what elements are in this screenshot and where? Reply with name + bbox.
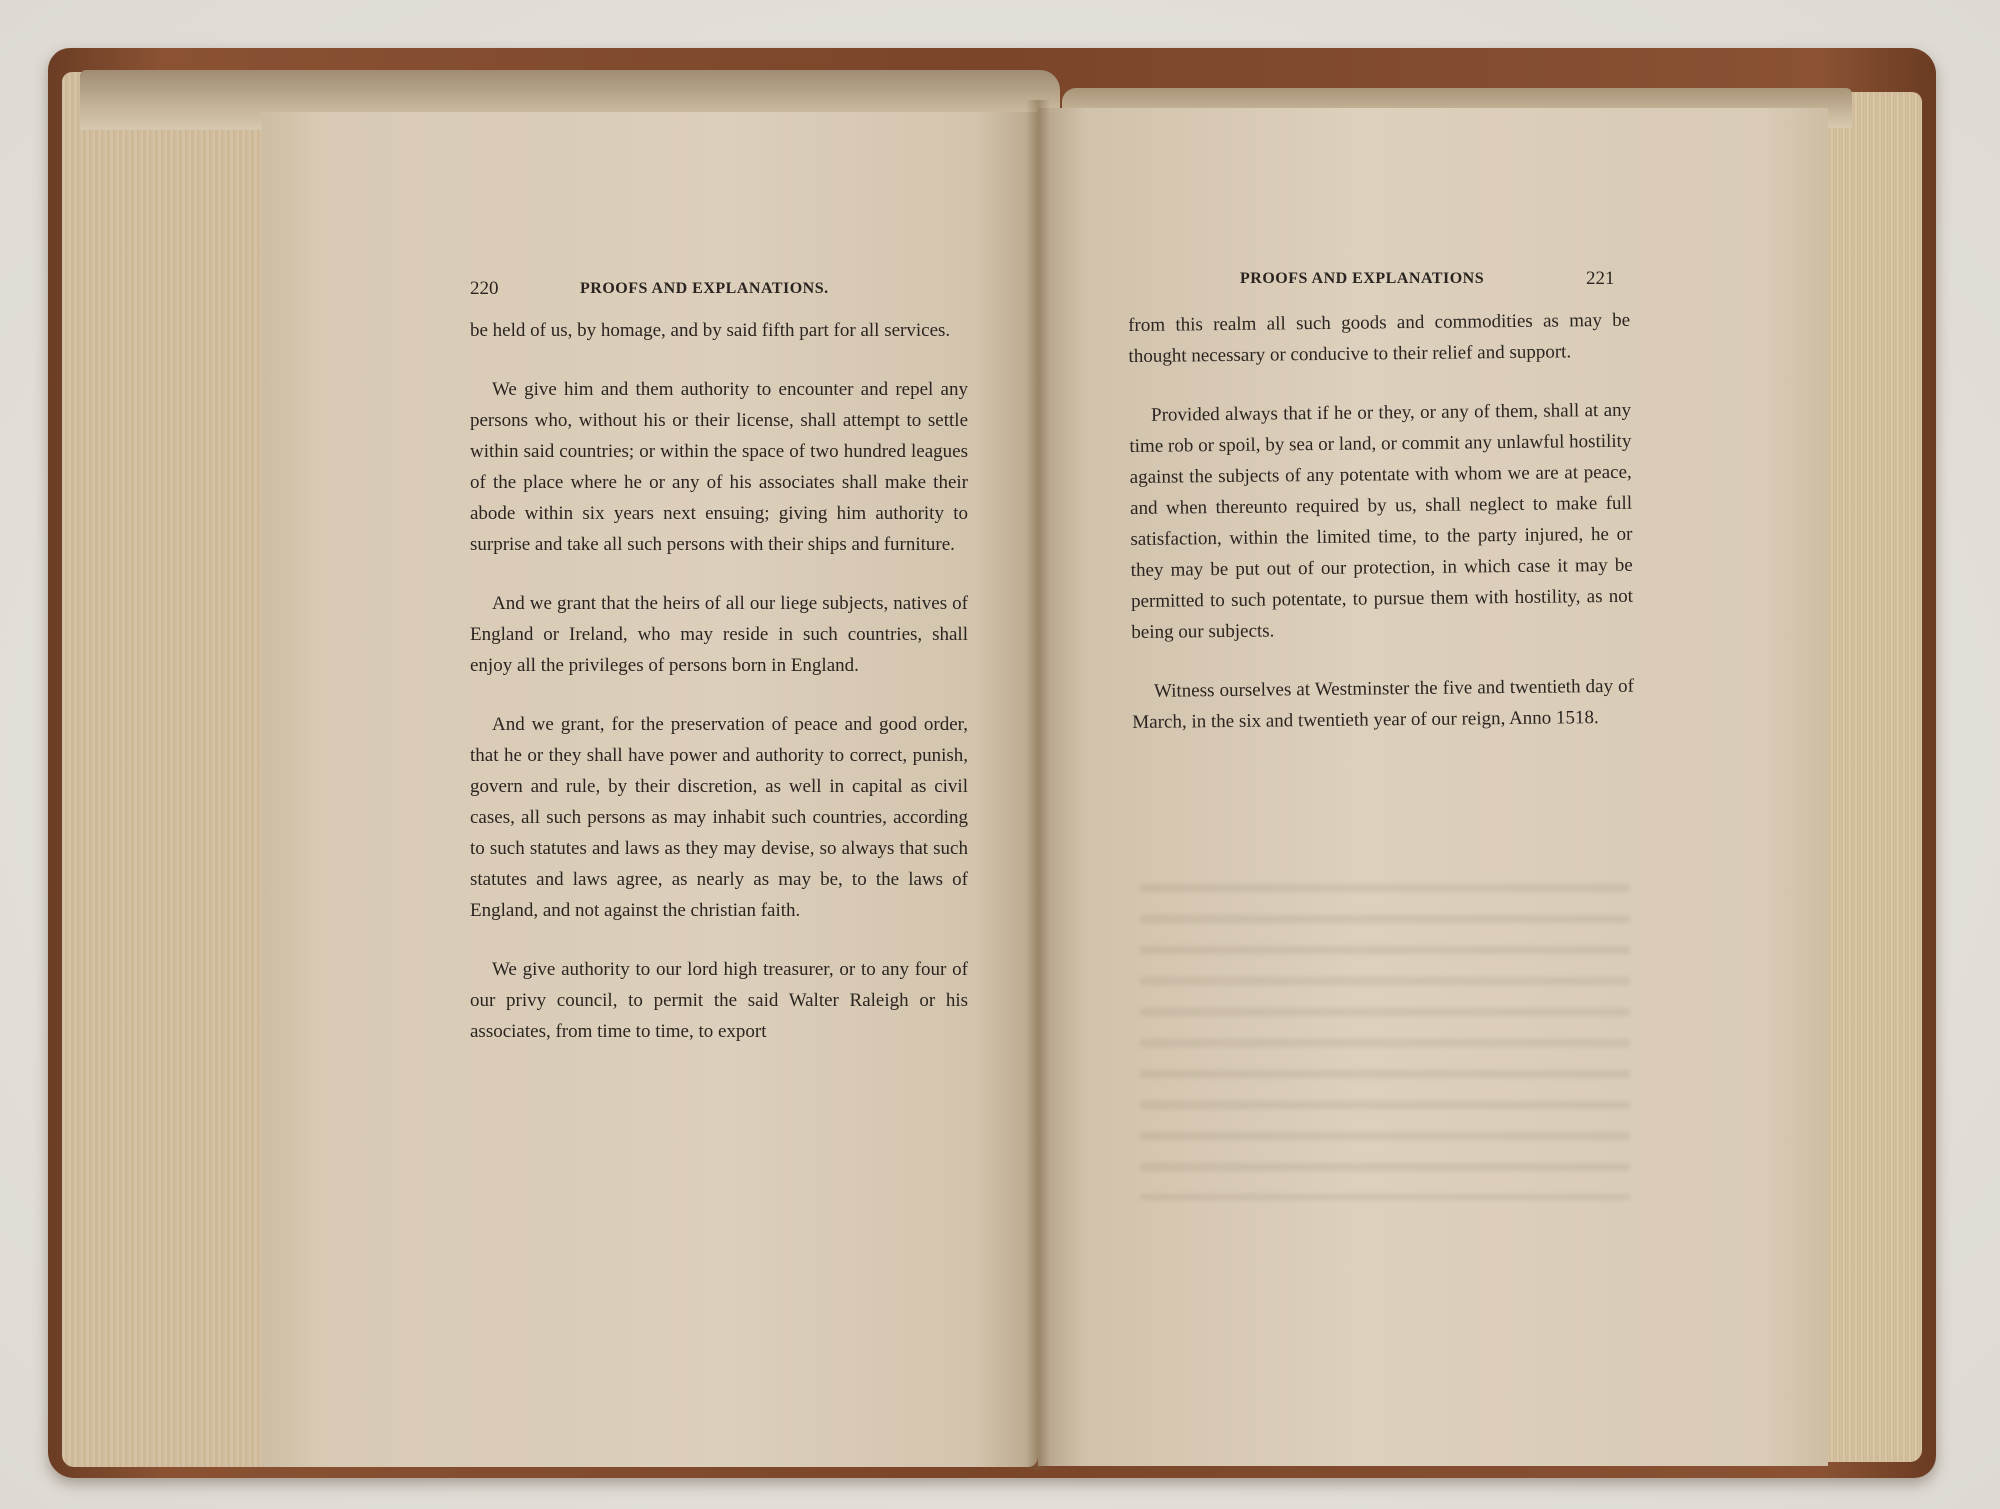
right-page-number: 221 — [1586, 268, 1615, 289]
paragraph: And we grant that the heirs of all our liege subjects, natives of England or Ireland, who may reside in such countries, shall enjoy all the privileges of persons born in England. — [470, 593, 968, 676]
paragraph: Witness ourselves at Westminster the five and twentieth day of March, in the six and twentieth year of our reign, Anno 1518. — [1132, 675, 1635, 733]
left-page-edges — [62, 72, 272, 1467]
left-page-number: 220 — [470, 278, 499, 299]
paragraph: We give him and them authority to encounter and repel any persons who, without his or their license, shall attempt to settle within said countries; or within the space of two hundred leagues of the place where he or any of his associates shall make their abode within six years next ensuing; giving him authority to surprise and take all such persons with their ships and furniture. — [470, 379, 968, 555]
right-page-text — [1128, 305, 1635, 766]
paragraph: Provided always that if he or they, or any of them, shall at any time rob or spoil, by sea or land, or commit any unlawful hostility against the subjects of any potentate with whom we are at peace, and when thereunto required by us, shall neglect to make full satisfaction, within the limited time, to the party injured, he or they may be put out of our protection, in which case it may be permitted to such potentate, to pursue them with hostility, as not being our subjects. — [1129, 399, 1634, 643]
paragraph: We give authority to our lord high treasurer, or to any four of our privy council, to permit the said Walter Raleigh or his associates, from time to time, to export — [470, 959, 968, 1042]
left-page-text — [470, 315, 968, 1075]
right-running-head: PROOFS AND EXPLANATIONS — [1240, 270, 1485, 287]
bleed-through-text — [1140, 870, 1630, 1200]
paragraph: be held of us, by homage, and by said fifth part for all services. — [470, 320, 951, 341]
book-gutter — [1026, 100, 1050, 1470]
paragraph: And we grant, for the preservation of peace and good order, that he or they shall have power and authority to correct, punish, govern and rule, by their discretion, as well in capital as civil cases, all such persons as may inhabit such countries, according to such statutes and laws as they may devise, so always that such statutes and laws agree, as nearly as may be, to the laws of England, and not against the christian faith. — [470, 714, 968, 921]
paragraph: from this realm all such goods and commodities as may be thought necessary or conducive to their relief and support. — [1128, 309, 1631, 367]
right-page-edges — [1822, 92, 1922, 1462]
left-running-head: PROOFS AND EXPLANATIONS. — [580, 280, 829, 297]
